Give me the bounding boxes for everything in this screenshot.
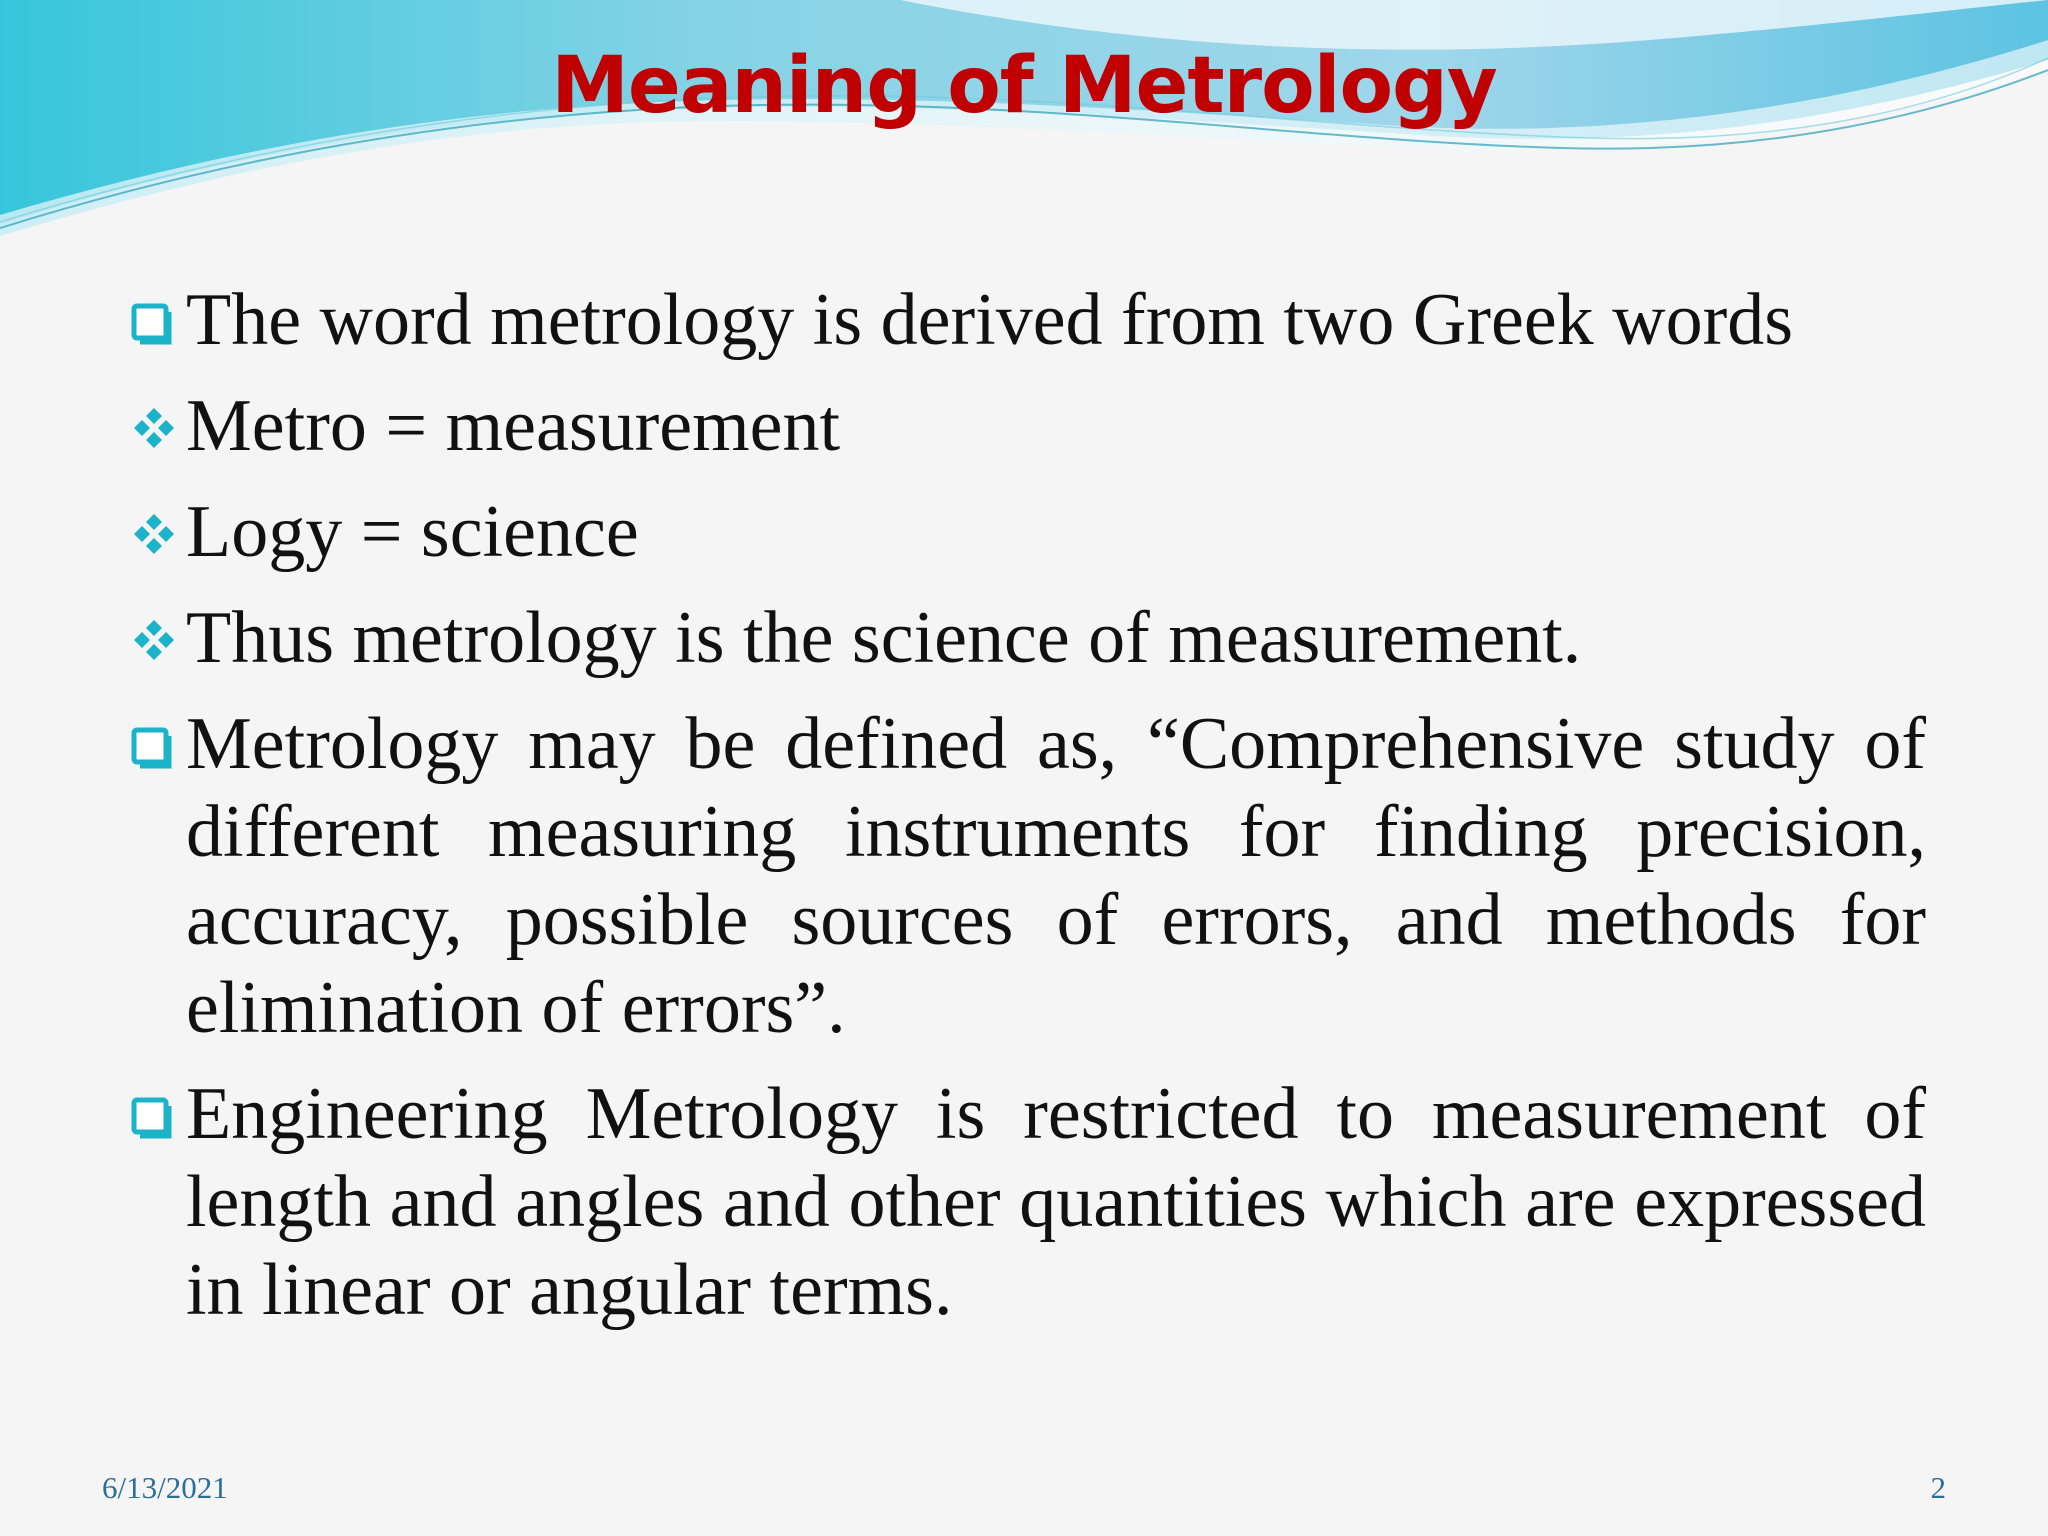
slide-title: Meaning of Metrology xyxy=(551,41,1497,131)
list-item xyxy=(128,1070,1926,1334)
item-text: Metrology may be defined as, “Comprehensive study of different measuring instruments for finding precision, accuracy, possible sources of errors, and methods for elimination of errors”. xyxy=(186,703,1926,1049)
slide-number: 2 xyxy=(1930,1470,1946,1505)
diamond-bullet-icon xyxy=(128,402,180,454)
list-item xyxy=(128,594,1926,682)
box-bullet-icon xyxy=(128,1090,180,1142)
box-bullet-icon xyxy=(128,296,180,348)
box-bullet-icon xyxy=(128,720,180,772)
footer-date: 6/13/2021 xyxy=(102,1470,228,1505)
list-item xyxy=(128,276,1926,364)
item-text: Metro = measurement xyxy=(186,385,841,467)
diamond-bullet-icon xyxy=(128,508,180,560)
list-item xyxy=(128,488,1926,576)
item-text: Logy = science xyxy=(186,491,639,573)
list-item xyxy=(128,382,1926,470)
item-text: Engineering Metrology is restricted to measurement of length and angles and other quantities which are expressed in linear or angular terms. xyxy=(186,1073,1926,1331)
item-text: The word metrology is derived from two Greek words xyxy=(186,279,1794,361)
item-text: Thus metrology is the science of measurement. xyxy=(186,597,1582,679)
diamond-bullet-icon xyxy=(128,614,180,666)
list-item xyxy=(128,700,1926,1052)
bullet-list xyxy=(128,276,1926,1352)
